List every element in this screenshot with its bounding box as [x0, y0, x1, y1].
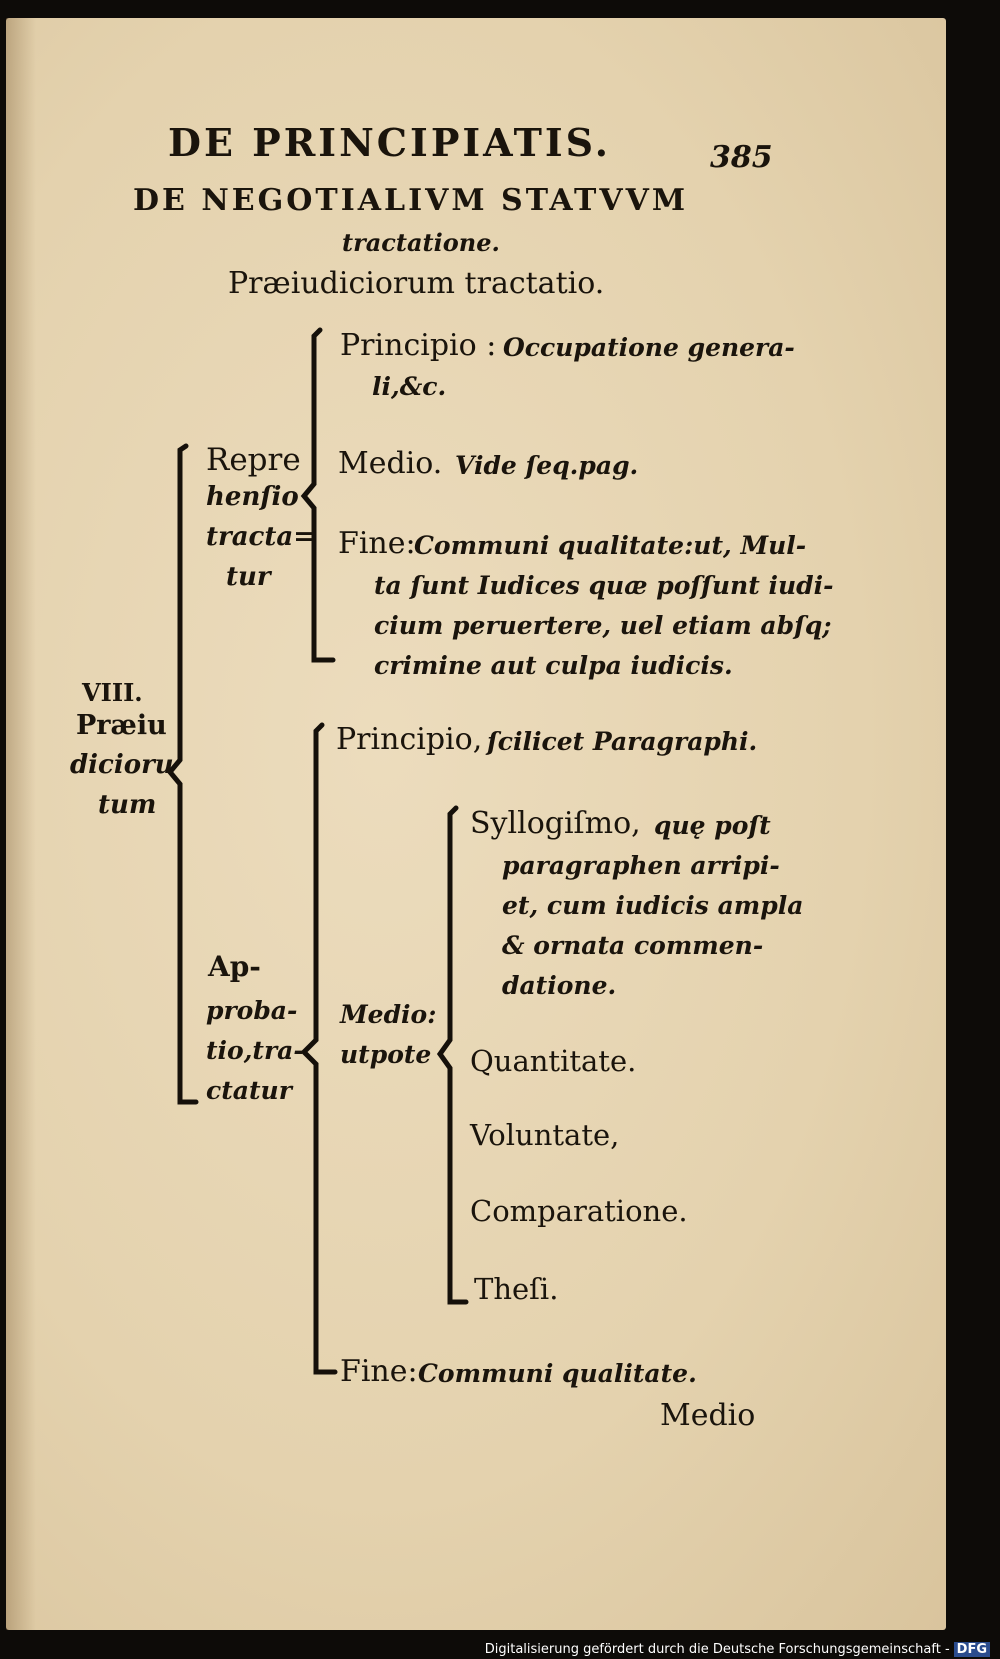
- reprehensio-line-2: henſio: [206, 482, 299, 512]
- approbatio-line-2: proba-: [206, 996, 298, 1025]
- approbatio-line-3: tio,tra-: [206, 1036, 304, 1065]
- root-brace: [170, 446, 196, 1102]
- root-line-1: Præiu: [76, 710, 167, 741]
- reprehensio-line-3: tracta=: [206, 522, 316, 552]
- reprehensio-line-4: tur: [226, 562, 271, 592]
- approbatio-medio-line-1: Medio:: [340, 1000, 437, 1029]
- reprehensio-brace: [304, 330, 333, 660]
- syllogismo-label: Syllogiſmo,: [470, 806, 641, 841]
- approbatio-fine-label: Fine:: [340, 1354, 418, 1389]
- reprehensio-fine-line-3: cium peruertere, uel etiam abſq;: [374, 611, 832, 640]
- reprehensio-principio-label: Principio :: [340, 328, 497, 363]
- syllogismo-line-1: quę poſt: [654, 811, 771, 840]
- medio-brace: [440, 808, 466, 1302]
- syllogismo-line-3: et, cum iudicis ampla: [502, 891, 804, 920]
- section-heading: Præiudiciorum tractatio.: [228, 266, 605, 301]
- approbatio-line-1: Ap-: [208, 950, 261, 983]
- catchword: Medio: [660, 1398, 756, 1433]
- approbatio-brace: [304, 725, 335, 1372]
- root-line-3: tum: [98, 790, 157, 820]
- root-number: VIII.: [82, 678, 143, 707]
- reprehensio-principio-text: Occupatione genera-: [503, 333, 795, 362]
- page-number: 385: [710, 140, 773, 175]
- reprehensio-fine-label: Fine:: [338, 526, 416, 561]
- approbatio-principio-label: Principio,: [336, 722, 483, 757]
- section-subtitle: tractatione.: [342, 228, 500, 257]
- reprehensio-fine-line-1: Communi qualitate:ut, Mul-: [414, 531, 807, 560]
- comparatione-item: Comparatione.: [470, 1194, 688, 1228]
- quantitate-item: Quantitate.: [470, 1044, 637, 1078]
- thesi-item: Theſi.: [474, 1272, 559, 1306]
- section-title: DE NEGOTIALIVM STATVVM: [133, 183, 689, 218]
- approbatio-line-4: ctatur: [206, 1076, 292, 1105]
- syllogismo-line-5: datione.: [502, 971, 617, 1000]
- voluntate-item: Voluntate,: [470, 1118, 620, 1152]
- credit-text: Digitalisierung gefördert durch die Deutsche Forschungsgemeinschaft -: [484, 1642, 950, 1657]
- reprehensio-principio-text-2: li,&c.: [372, 372, 447, 401]
- syllogismo-line-4: & ornata commen-: [502, 931, 764, 960]
- approbatio-fine-text: Communi qualitate.: [418, 1359, 697, 1388]
- reprehensio-fine-line-2: ta ſunt Iudices quæ poſſunt iudi-: [374, 571, 834, 600]
- dfg-logo: DFG: [954, 1642, 990, 1657]
- reprehensio-fine-line-4: crimine aut culpa iudicis.: [374, 651, 733, 680]
- reprehensio-medio-text: Vide ſeq.pag.: [455, 451, 639, 480]
- syllogismo-line-2: paragraphen arripi-: [502, 851, 780, 880]
- root-line-2: dicioru: [70, 750, 174, 780]
- reprehensio-medio-label: Medio.: [338, 446, 443, 481]
- reprehensio-line-1: Repre: [206, 442, 301, 478]
- approbatio-principio-text: ſcilicet Paragraphi.: [487, 727, 758, 756]
- approbatio-medio-line-2: utpote: [340, 1040, 432, 1069]
- running-title: DE PRINCIPIATIS.: [168, 120, 611, 165]
- digitization-credit: [485, 1642, 990, 1657]
